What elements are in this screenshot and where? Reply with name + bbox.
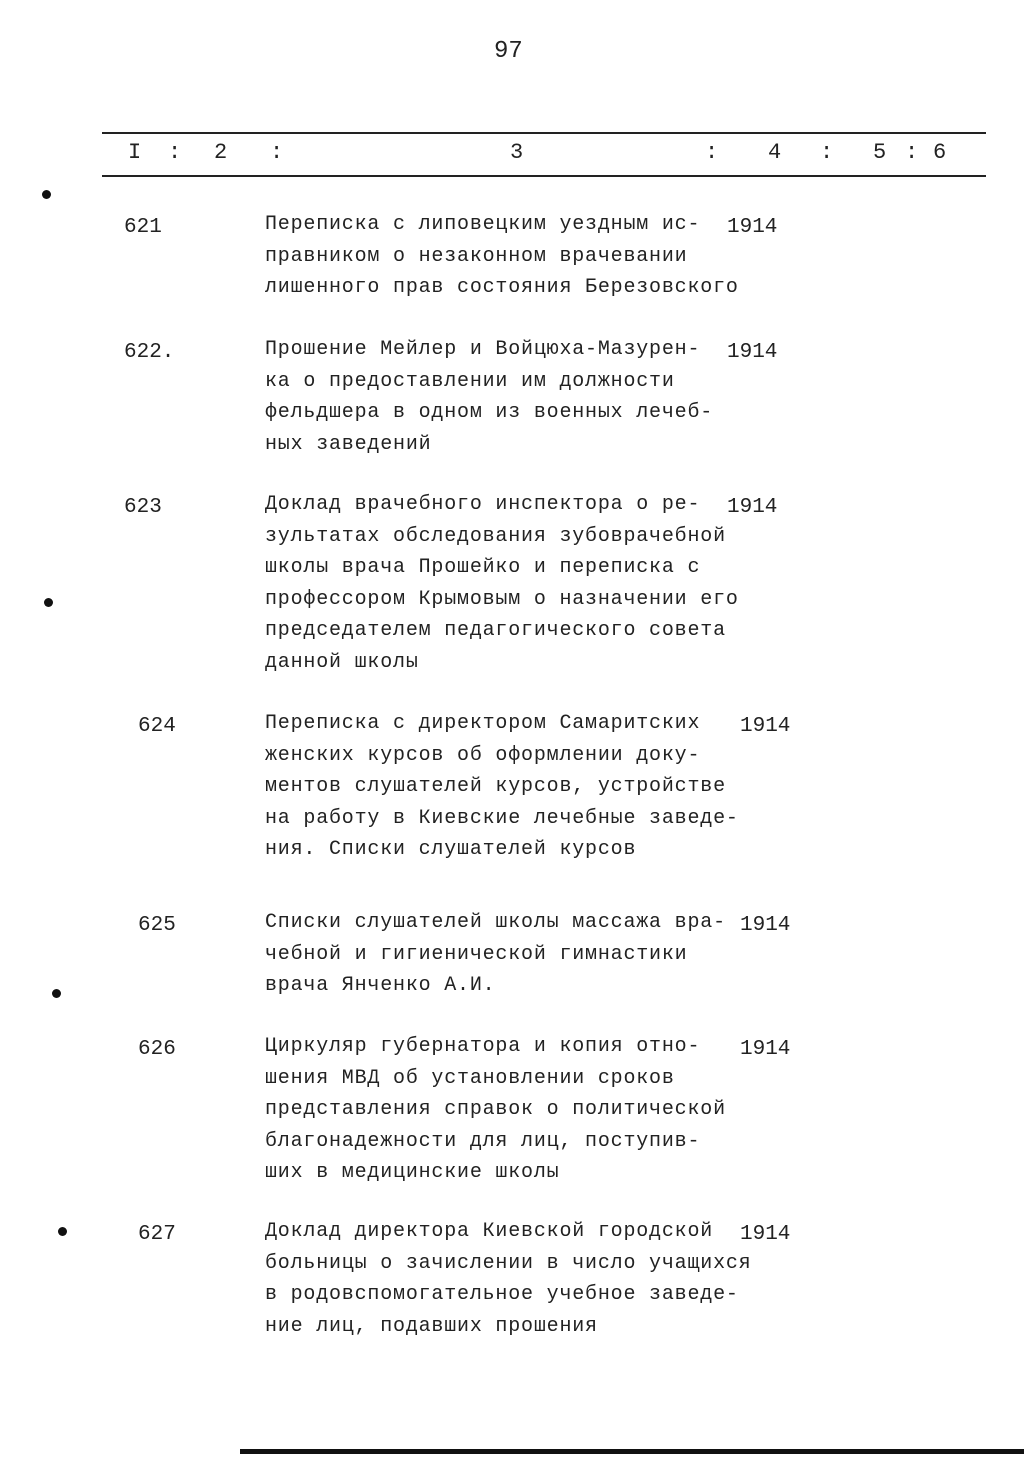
entry-number: 622.	[124, 341, 175, 364]
header-bottom-rule	[102, 175, 986, 177]
entry-number: 626	[138, 1038, 176, 1061]
entry-description-line: фельдшера в одном из военных лечеб-	[265, 401, 714, 425]
entry-description	[265, 911, 726, 1009]
entry-description-line: Доклад врачебного инспектора о ре-	[265, 493, 701, 516]
column-4-header: 4	[768, 140, 782, 165]
page-number: 97	[494, 38, 523, 65]
entry-description-line: Переписка с директором Самаритских	[265, 712, 701, 735]
entry-description-line: зультатах обследования зубоврачебной	[265, 524, 726, 548]
entry-description-line: ментов слушателей курсов, устройстве	[265, 775, 726, 799]
column-separator: :	[168, 140, 182, 165]
entry-description	[265, 1220, 752, 1349]
punch-hole	[58, 1227, 67, 1236]
entry-year: 1914	[740, 715, 791, 738]
entry-year: 1914	[740, 1223, 791, 1246]
column-1-header: I	[128, 140, 142, 165]
entry-description-line: правником о незаконном врачевании	[265, 244, 688, 268]
entry-year: 1914	[740, 914, 791, 937]
entry-number: 623	[124, 496, 162, 519]
column-2-header: 2	[214, 140, 228, 165]
entry-number: 625	[138, 914, 176, 937]
entry-description-line: на работу в Киевские лечебные заведе-	[265, 806, 739, 830]
column-separator: :	[270, 140, 284, 165]
punch-hole	[44, 598, 53, 607]
entry-year: 1914	[727, 341, 778, 364]
entry-description-line: врача Янченко А.И.	[265, 974, 496, 998]
entry-description-line: Переписка с липовецким уездным ис-	[265, 213, 701, 236]
entry-number: 627	[138, 1223, 176, 1246]
entry-description-line: ных заведений	[265, 432, 432, 456]
header-top-rule	[102, 132, 986, 134]
entry-description-line: школы врача Прошейко и переписка с	[265, 556, 701, 580]
column-separator: :	[820, 140, 834, 165]
entry-description	[265, 712, 739, 873]
column-5-header: 5	[873, 140, 887, 165]
entry-year: 1914	[727, 496, 778, 519]
entry-description-line: благонадежности для лиц, поступив-	[265, 1129, 701, 1153]
entry-number: 624	[138, 715, 176, 738]
entry-description-line: ния. Списки слушателей курсов	[265, 838, 637, 862]
bottom-edge-line	[240, 1449, 1024, 1454]
column-6-header: 6	[933, 140, 947, 165]
column-3-header: 3	[510, 140, 524, 165]
column-separator: :	[905, 140, 919, 165]
entry-description	[265, 338, 714, 467]
entry-description-line: больницы о зачислении в число учащихся	[265, 1251, 752, 1275]
entry-year: 1914	[727, 216, 778, 239]
entry-description-line: Списки слушателей школы массажа вра-	[265, 911, 726, 934]
entry-number: 621	[124, 216, 162, 239]
entry-description	[265, 213, 739, 311]
entry-description-line: председателем педагогического совета	[265, 619, 726, 643]
column-separator: :	[705, 140, 719, 165]
entry-description-line: ших в медицинские школы	[265, 1161, 560, 1185]
entry-description-line: представления справок о политической	[265, 1098, 726, 1122]
punch-hole	[52, 989, 61, 998]
entry-year: 1914	[740, 1038, 791, 1061]
entry-description-line: шения МВД об установлении сроков	[265, 1066, 675, 1090]
entry-description-line: в родовспомогательное учебное заведе-	[265, 1283, 739, 1307]
entry-description-line: профессором Крымовым о назначении его	[265, 587, 739, 611]
entry-description-line: ние лиц, подавших прошения	[265, 1314, 598, 1338]
entry-description-line: ка о предоставлении им должности	[265, 369, 675, 393]
entry-description-line: Доклад директора Киевской городской	[265, 1220, 714, 1243]
entry-description	[265, 1035, 726, 1196]
entry-description-line: Прошение Мейлер и Войцюха-Мазурен-	[265, 338, 701, 361]
entry-description-line: чебной и гигиенической гимнастики	[265, 942, 688, 966]
entry-description-line: лишенного прав состояния Березовского	[265, 276, 739, 300]
entry-description-line: данной школы	[265, 650, 419, 674]
entry-description-line: Циркуляр губернатора и копия отно-	[265, 1035, 701, 1058]
entry-description	[265, 493, 739, 686]
punch-hole	[42, 190, 51, 199]
entry-description-line: женских курсов об оформлении доку-	[265, 743, 701, 767]
